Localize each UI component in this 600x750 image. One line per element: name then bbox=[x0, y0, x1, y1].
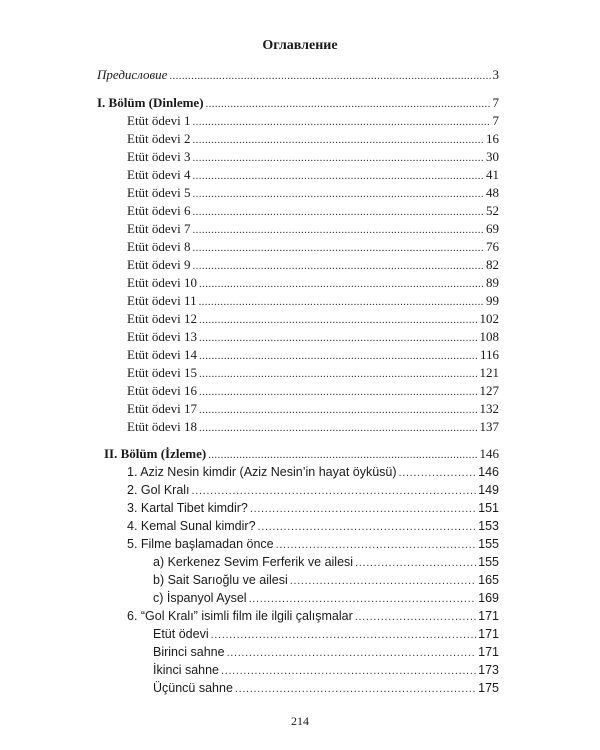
toc-label: Üçüncü sahne bbox=[153, 681, 233, 695]
toc-label: 6. “Gol Kralı” isimli film ile ilgili çalışmalar bbox=[127, 609, 353, 623]
toc-label: Etüt ödevi 13 bbox=[127, 329, 198, 344]
toc-label: Etüt ödevi 7 bbox=[127, 221, 191, 236]
dot-leader bbox=[258, 519, 477, 535]
dot-leader bbox=[169, 68, 490, 84]
toc-page: 171 bbox=[478, 609, 499, 623]
page-number: 214 bbox=[291, 714, 309, 728]
dot-leader bbox=[199, 294, 484, 310]
toc-label: Etüt ödevi 2 bbox=[127, 131, 191, 146]
toc-page: 151 bbox=[478, 501, 499, 515]
dot-leader bbox=[290, 573, 476, 589]
dot-leader bbox=[192, 483, 477, 499]
toc-label: Etüt ödevi 10 bbox=[127, 275, 198, 290]
toc-label: c) İspanyol Aysel bbox=[153, 591, 247, 605]
dot-leader bbox=[199, 348, 478, 364]
toc-page: 127 bbox=[479, 383, 499, 398]
toc-label: Предисловие bbox=[97, 67, 168, 82]
dot-leader bbox=[211, 627, 477, 643]
toc-page: 155 bbox=[478, 555, 499, 569]
toc-entry[interactable] bbox=[127, 167, 499, 183]
toc-label: b) Sait Sarıoğlu ve ailesi bbox=[153, 573, 288, 587]
toc-label: Etüt ödevi 16 bbox=[127, 383, 198, 398]
toc-page: 175 bbox=[478, 681, 499, 695]
toc-page: 121 bbox=[479, 365, 499, 380]
toc-page: 76 bbox=[486, 239, 499, 254]
toc-entry[interactable] bbox=[153, 644, 499, 660]
toc-entry[interactable] bbox=[127, 275, 499, 291]
toc-label: Etüt ödevi 18 bbox=[127, 419, 198, 434]
toc-label: 5. Filme başlamadan önce bbox=[127, 537, 274, 551]
toc-page: 102 bbox=[479, 311, 499, 326]
dot-leader bbox=[235, 681, 476, 697]
toc-label: Etüt ödevi 14 bbox=[127, 347, 198, 362]
toc-label: Etüt ödevi 11 bbox=[127, 293, 197, 308]
toc-label: 2. Gol Kralı bbox=[127, 483, 190, 497]
dot-leader bbox=[193, 168, 484, 184]
toc-entry[interactable] bbox=[153, 590, 499, 606]
toc-page: 7 bbox=[492, 95, 499, 110]
dot-leader bbox=[199, 420, 477, 436]
toc-label: 1. Aziz Nesin kimdir (Aziz Nesin’in hayat öyküsü) bbox=[127, 465, 397, 479]
toc-page: 16 bbox=[486, 131, 499, 146]
toc-label: Etüt ödevi 3 bbox=[127, 149, 191, 164]
toc-label: II. Bölüm (İzleme) bbox=[104, 446, 207, 461]
toc-entry[interactable] bbox=[153, 680, 499, 696]
toc-entry[interactable] bbox=[127, 185, 499, 201]
toc-page: 146 bbox=[478, 465, 499, 479]
dot-leader bbox=[193, 132, 484, 148]
toc-label: Etüt ödevi bbox=[153, 627, 209, 641]
dot-leader bbox=[199, 312, 477, 328]
toc-entry[interactable] bbox=[127, 149, 499, 165]
toc-page: 7 bbox=[492, 113, 499, 128]
toc-label: Etüt ödevi 5 bbox=[127, 185, 191, 200]
toc-entry[interactable] bbox=[127, 383, 499, 399]
toc-entry[interactable] bbox=[127, 293, 499, 309]
toc-page: 153 bbox=[478, 519, 499, 533]
toc-label: a) Kerkenez Sevim Ferferik ve ailesi bbox=[153, 555, 354, 569]
dot-leader bbox=[199, 384, 477, 400]
toc-entry[interactable] bbox=[127, 347, 499, 363]
toc-page: 89 bbox=[486, 275, 499, 290]
toc-page: 173 bbox=[478, 663, 499, 677]
toc-page: 165 bbox=[478, 573, 499, 587]
toc-entry[interactable] bbox=[127, 536, 499, 552]
dot-leader bbox=[355, 609, 476, 625]
toc-page: 41 bbox=[486, 167, 499, 182]
dot-leader bbox=[208, 447, 477, 463]
dot-leader bbox=[199, 276, 484, 292]
toc-page: 82 bbox=[486, 257, 499, 272]
toc-page: 171 bbox=[478, 645, 499, 659]
toc-page: 146 bbox=[479, 446, 499, 461]
toc-page: 155 bbox=[478, 537, 499, 551]
toc-entry[interactable] bbox=[153, 554, 499, 570]
dot-leader bbox=[227, 645, 477, 661]
dot-leader bbox=[199, 330, 477, 346]
toc-entry[interactable] bbox=[127, 500, 499, 516]
dot-leader bbox=[276, 537, 477, 553]
dot-leader bbox=[193, 186, 484, 202]
toc-page: 116 bbox=[479, 347, 499, 362]
toc-entry[interactable] bbox=[127, 257, 499, 273]
toc-label: Etüt ödevi 15 bbox=[127, 365, 198, 380]
toc-label: Etüt ödevi 6 bbox=[127, 203, 191, 218]
toc-label: Etüt ödevi 12 bbox=[127, 311, 198, 326]
toc-page: 149 bbox=[478, 483, 499, 497]
toc-page: 99 bbox=[486, 293, 499, 308]
toc-entry[interactable] bbox=[127, 464, 499, 480]
toc-page: 3 bbox=[492, 67, 499, 82]
toc-page: 48 bbox=[486, 185, 499, 200]
toc-label: İkinci sahne bbox=[153, 663, 220, 677]
toc-entry[interactable] bbox=[127, 131, 499, 147]
toc-entry[interactable] bbox=[153, 572, 499, 588]
toc-label: Etüt ödevi 17 bbox=[127, 401, 198, 416]
toc-entry-preface[interactable] bbox=[97, 67, 499, 83]
toc-label: Etüt ödevi 1 bbox=[127, 113, 191, 128]
toc-entry[interactable] bbox=[127, 518, 499, 534]
dot-leader bbox=[193, 150, 484, 166]
toc-label: Birinci sahne bbox=[153, 645, 225, 659]
dot-leader bbox=[199, 402, 477, 418]
dot-leader bbox=[193, 204, 484, 220]
toc-label: Etüt ödevi 9 bbox=[127, 257, 191, 272]
toc-entry-part1[interactable] bbox=[97, 95, 499, 111]
dot-leader bbox=[193, 240, 484, 256]
toc-entry[interactable] bbox=[127, 221, 499, 237]
toc-label: Etüt ödevi 8 bbox=[127, 239, 191, 254]
toc-entry[interactable] bbox=[127, 329, 499, 345]
toc-entry[interactable] bbox=[127, 608, 499, 624]
dot-leader bbox=[399, 465, 477, 481]
toc-label: Etüt ödevi 4 bbox=[127, 167, 191, 182]
toc-page: 169 bbox=[478, 591, 499, 605]
toc-entry[interactable] bbox=[127, 311, 499, 327]
toc-page: 137 bbox=[479, 419, 499, 434]
toc-label: I. Bölüm (Dinleme) bbox=[97, 95, 204, 110]
toc-entry[interactable] bbox=[153, 662, 499, 678]
dot-leader bbox=[221, 663, 476, 679]
dot-leader bbox=[199, 366, 477, 382]
toc-page: 52 bbox=[486, 203, 499, 218]
toc-entry[interactable] bbox=[127, 482, 499, 498]
toc-label: 4. Kemal Sunal kimdir? bbox=[127, 519, 256, 533]
toc-entry[interactable] bbox=[127, 239, 499, 255]
toc-page: 171 bbox=[478, 627, 499, 641]
dot-leader bbox=[206, 96, 491, 112]
toc-entry[interactable] bbox=[127, 401, 499, 417]
toc-entry-part2[interactable] bbox=[104, 446, 499, 462]
toc-entry[interactable] bbox=[153, 626, 499, 642]
toc-entry[interactable] bbox=[127, 203, 499, 219]
dot-leader bbox=[250, 501, 476, 517]
dot-leader bbox=[193, 114, 491, 130]
toc-label: 3. Kartal Tibet kimdir? bbox=[127, 501, 248, 515]
dot-leader bbox=[193, 258, 484, 274]
toc-page: 69 bbox=[486, 221, 499, 236]
toc-entry[interactable] bbox=[127, 365, 499, 381]
toc-entry[interactable] bbox=[127, 419, 499, 435]
toc-page: 132 bbox=[479, 401, 499, 416]
dot-leader bbox=[249, 591, 477, 607]
toc-entry[interactable] bbox=[127, 113, 499, 129]
page-title: Оглавление bbox=[262, 38, 338, 53]
toc-page: 108 bbox=[479, 329, 499, 344]
dot-leader bbox=[193, 222, 484, 238]
dot-leader bbox=[355, 555, 476, 571]
toc-page: 30 bbox=[486, 149, 499, 164]
